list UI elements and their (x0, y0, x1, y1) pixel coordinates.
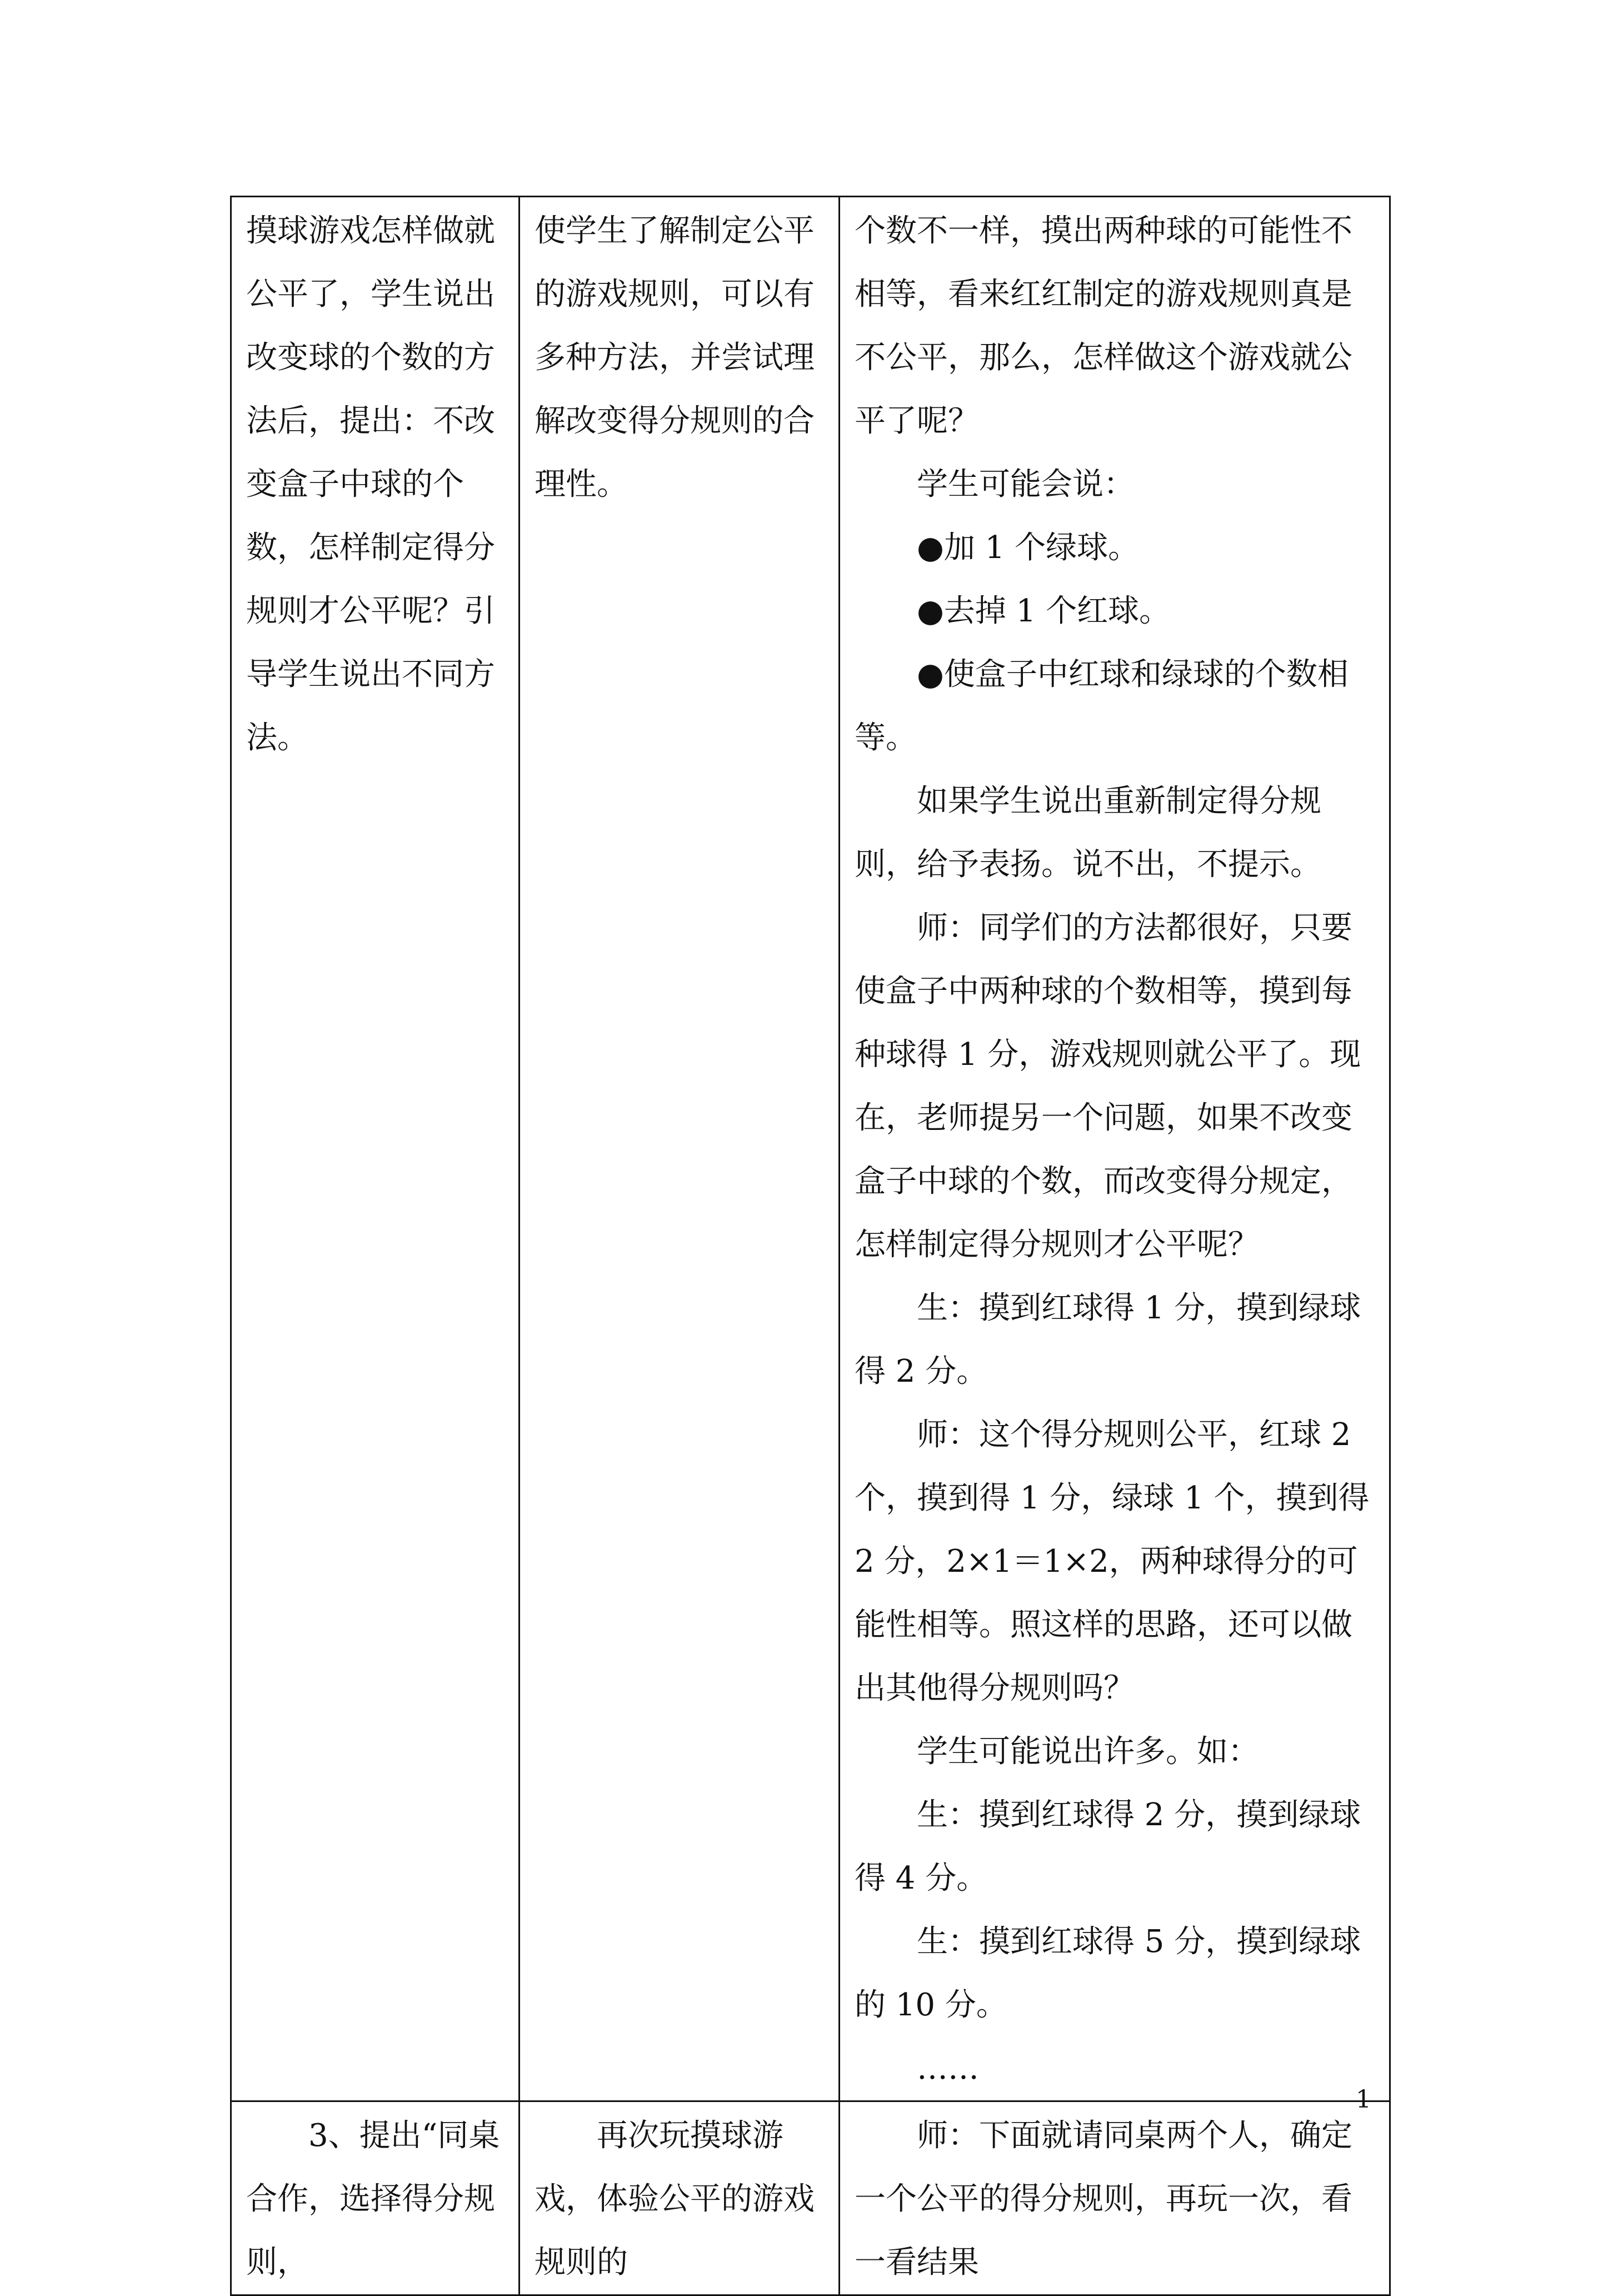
paragraph: 学生可能会说： (917, 466, 1135, 502)
paragraph: 生：摸到红球得 5 分，摸到绿球的 10 分。 (855, 1924, 1361, 2023)
lesson-plan-table (230, 196, 1391, 2296)
teacher-activity-cell (231, 197, 520, 2101)
paragraph: 师：这个得分规则公平，红球 2 个，摸到得 1 分，绿球 1 个，摸到得 2 分，2×1＝1×2，两种球得分的可能性相等。照这样的思路，还可以做出其他得分规则吗？ (855, 1417, 1370, 1706)
paragraph: 生：摸到红球得 1 分，摸到绿球得 2 分。 (855, 1290, 1361, 1389)
table-row (231, 2101, 1390, 2295)
paragraph: 生：摸到红球得 2 分，摸到绿球得 4 分。 (855, 1797, 1361, 1896)
cell-text: 使学生了解制定公平的游戏规则，可以有多种方法，并尝试理解改变得分规则的合理性。 (535, 213, 815, 502)
paragraph: 如果学生说出重新制定得分规则，给予表扬。说不出，不提示。 (855, 783, 1321, 883)
bullet-item: ●去掉 1 个红球。 (917, 593, 1171, 629)
cell-text: 3、提出“同桌合作，选择得分规则， (246, 2118, 500, 2280)
paragraph: 个数不一样，摸出两种球的可能性不相等，看来红红制定的游戏规则真是不公平，那么，怎样做这个游戏就公平了呢？ (855, 213, 1352, 439)
classroom-process-cell (840, 197, 1390, 2101)
ellipsis: …… (917, 2050, 979, 2086)
table-row (231, 197, 1390, 2101)
paragraph: 学生可能说出许多。如： (917, 1734, 1259, 1770)
bullet-item: ●使盒子中红球和绿球的个数相等。 (855, 656, 1349, 756)
cell-text: 再次玩摸球游戏，体验公平的游戏规则的 (535, 2118, 815, 2280)
page-number: 1 (1356, 2085, 1371, 2114)
paragraph: 师：同学们的方法都很好，只要使盒子中两种球的个数相等，摸到每种球得 1 分，游戏规则就公平了。现在，老师提另一个问题，如果不改变盒子中球的个数，而改变得分规定，怎样制定得分规则才公平呢？ (855, 910, 1361, 1263)
design-intent-cell (520, 197, 840, 2101)
cell-text: 师：下面就请同桌两个人，确定一个公平的得分规则，再玩一次，看一看结果 (855, 2118, 1352, 2280)
design-intent-cell (520, 2101, 840, 2295)
bullet-item: ●加 1 个绿球。 (917, 530, 1140, 566)
teacher-activity-cell (231, 2101, 520, 2295)
classroom-process-cell (840, 2101, 1390, 2295)
cell-text: 摸球游戏怎样做就公平了，学生说出改变球的个数的方法后，提出：不改变盒子中球的个数，怎样制定得分规则才公平呢？引导学生说出不同方法。 (246, 213, 495, 756)
